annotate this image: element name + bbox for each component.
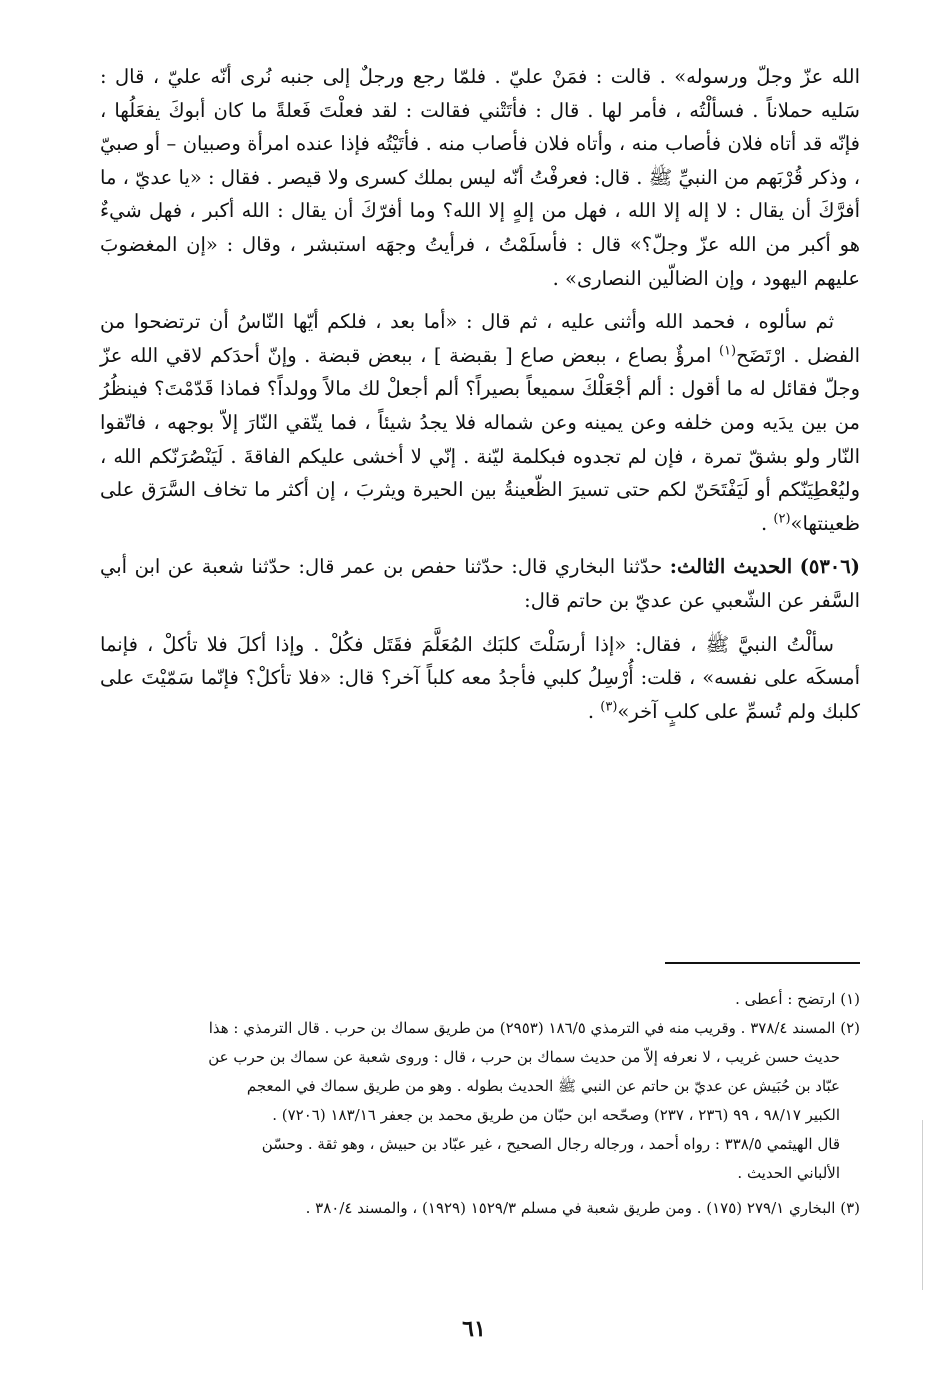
page-number: ٦١ [462,1316,486,1342]
paragraph-4-text: سألْتُ النبيَّ ﷺ ، فقال: «إذا أرسَلْتَ كلبَك المُعَلَّمَ فقَتَل فكُلْ . وإذا أكلَ فلا تأكلْ ، فإنما أمسكَه على نفسه» ، قلت: أُرْسِلُ كلبي فأجدُ معه كلباً آخر؟ قال: «فلا تأكلْ؟ فإنّما سَمّيْتَ على كلبك ولم تُسمِّ على كلبٍ آخر» [100,632,860,723]
footnote-ref-1[interactable]: (١) [718,343,737,359]
hadith-paragraph [100,550,860,617]
paragraph-1: الله عزّ وجلّ ورسوله» . قالت : فمَنْ عليّ . فلمّا رجع ورجلٌ إلى جنبه نُرى أنّه عليّ ، قال : سَليه حملاناً . فسألْتُه ، فأمر لها . قال : فأتَتْني فقالت : لقد فعلْتَ فَعلةً ما كان أبوكَ يفعَلُها ، فإنّه قد أتاه فلان فأصاب منه ، وأتاه فلان فأصاب منه . فأتَيْتُه فإذا عنده امرأة وصبيان – أو صبيّ ، وذكر قُرْبَهم من النبيِّ ﷺ . قال: فعرفْتُ أنّه ليس بملك كسرى ولا قيصر . فقال : «يا عديّ ، ما أفرَّكَ أن يقال : لا إله إلا الله ، فهل من إلهٍ إلا الله؟ وما أفرّكَ أن يقال : الله أكبر ، فهل شيءٌ هو أكبر من الله عزّ وجلّ؟» قال : فأسلَمْتُ ، فرأيتُ وجهَه استبشر ، وقال : «إن المغضوبَ عليهم اليهود ، وإن الضالّين النصارى» . [100,65,860,290]
paragraph-4 [100,628,860,729]
footnote-1: (١) ارتضح : أعطى . [735,990,860,1008]
footnote-2-line-3: عبّاد بن حُبَيش عن عديّ بن حاتم عن النبي ﷺ الحديث بطوله . وهو من طريق سماك في المعجم [246,1077,840,1095]
footnote-2: (٢) المسند ٣٧٨/٤ . وقريب منه في الترمذي ١٨٦/٥ (٢٩٥٣) من طريق سماك بن حرب . قال الترمذي : هذا [208,1019,860,1037]
paragraph-4-end: . [587,699,601,723]
footnote-2-line-2: حديث حسن غريب ، لا نعرفه إلاّ من حديث سماك بن حرب ، قال : وروى شعبة عن سماك بن حرب عن [208,1048,840,1066]
scan-edge-line [922,1120,923,1290]
main-text [100,60,860,728]
footnote-2-line-5: قال الهيثمي ٣٣٨/٥ : رواه أحمد ، ورجاله رجال الصحيح ، غير عبّاد بن حبيش ، وهو ثقة . وحسّن [261,1135,840,1153]
paragraph-2 [100,305,860,540]
hadith-chain: حدّثنا البخاري قال: حدّثنا حفص بن عمر قال: حدّثنا شعبة عن ابن أبي السَّفر عن الشّعبي عن عديّ بن حاتم قال: [100,555,860,612]
footnote-ref-2[interactable]: (٢) [773,511,791,527]
footnote-3: (٣) البخاري ٢٧٩/١ (١٧٥) . ومن طريق شعبة في مسلم ١٥٢٩/٣ (١٩٢٩) ، والمسند ٣٨٠/٤ . [305,1199,860,1217]
footnotes [100,985,860,1223]
footnote-ref-3[interactable]: (٣) [600,699,618,715]
paragraph-2-start: ثم سألوه ، فحمد الله وأثنى عليه ، ثم قال : «أما بعد ، فلكم أيّها النّاسُ أن ترتضحوا من الفضل . ارْتَضَح [100,310,860,367]
footnote-divider [665,962,860,964]
footnote-2-line-6: الألباني الحديث . [737,1164,840,1182]
hadith-number: (٥٣٠٦) [799,555,860,579]
paragraph-2-rest: امرؤٌ بصاع ، ببعض صاع [ بقبضة ] ، ببعض قبضة . وإنّ أحدَكم لاقي الله عزّ وجلّ فقائل له ما أقول : ألم أجْعَلْكَ سميعاً بصيراً؟ ألم أجعلْ لك مالاً وولداً؟ فماذا قَدّمْتَ؟ فينظُرُ من بين يدَيه ومن خلفه وعن يمينه وعن شماله فلا يجدُ شيئاً ، فما يتّقي النّارَ إلاّ بوجهه ، فاتّقوا النّار ولو بشقّ تمرة ، فإن لم تجدوه فبكلمة ليّنة . إنّي لا أخشى عليكم الفاقةَ . لَيَنْصُرَنّكم الله ، وليُعْطِيَنّكم أو لَيَفْتَحَنّ لكم حتى تسيرَ الظّعينةُ بين الحيرة ويثربَ ، إن أكثر ما تخاف السَّرَق على ظعينتها» [100,343,860,535]
paragraph-2-end: . [761,511,774,535]
hadith-title: الحديث الثالث: [669,555,793,579]
footnote-2-line-4: الكبير ٩٨/١٧ ، ٩٩ (٢٣٦ ، ٢٣٧) وصحّحه ابن حبّان من طريق محمد بن جعفر ١٨٣/١٦ (٧٢٠٦) . [272,1106,840,1124]
